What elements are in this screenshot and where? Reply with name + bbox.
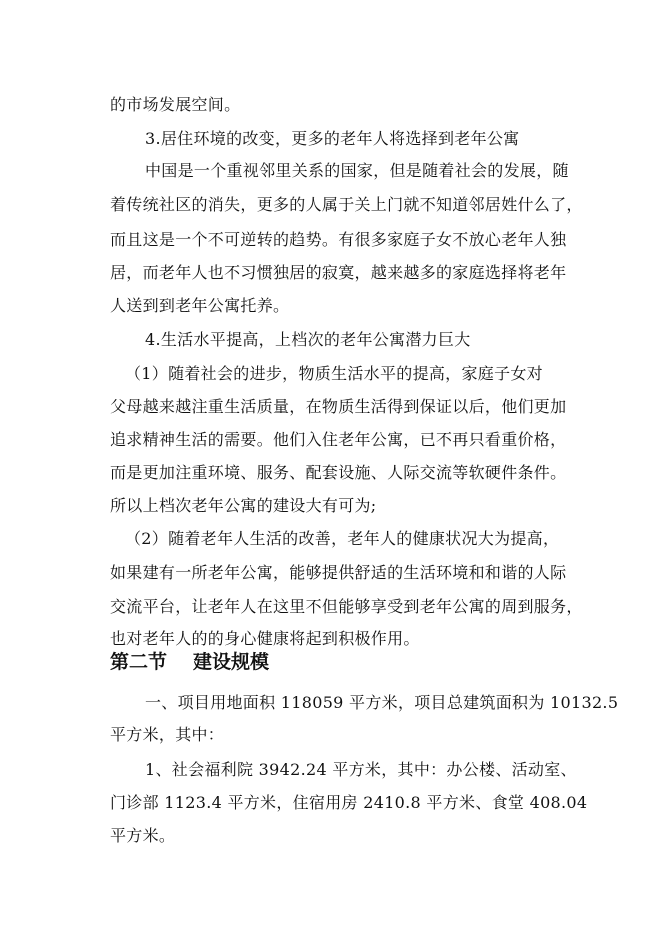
- text-line: 所以上档次老年公寓的建设大有可为;: [110, 496, 377, 515]
- text-line: （2）随着老年人生活的改善，老年人的健康状况大为提高，: [125, 529, 560, 548]
- subheading-4: 4.生活水平提高，上档次的老年公寓潜力巨大: [145, 330, 471, 349]
- text-line: （1）随着社会的进步，物质生活水平的提高，家庭子女对: [125, 364, 543, 383]
- text-line: 居，而老年人也不习惯独居的寂寞，越来越多的家庭选择将老年: [110, 263, 567, 282]
- text-line: 1、社会福利院 3942.24 平方米，其中：办公楼、活动室、: [145, 760, 577, 779]
- text-line: 平方米。: [110, 826, 176, 845]
- text-line: 着传统社区的消失，更多的人属于关上门就不知道邻居姓什么了，: [110, 195, 583, 214]
- text-line: 平方米，其中：: [110, 725, 225, 744]
- text-line: 追求精神生活的需要。他们入住老年公寓，已不再只看重价格，: [110, 430, 567, 449]
- text-line: 一、项目用地面积 118059 平方米，项目总建筑面积为 10132.5: [145, 693, 619, 712]
- section-title: 建设规模: [193, 651, 270, 673]
- text-line: 也对老年人的的身心健康将起到积极作用。: [110, 629, 420, 648]
- section-heading: [110, 650, 269, 674]
- text-line: 如果建有一所老年公寓，能够提供舒适的生活环境和和谐的人际: [110, 563, 567, 582]
- text-line: 门诊部 1123.4 平方米，住宿用房 2410.8 平方米、食堂 408.04: [110, 793, 588, 812]
- section-number: 第二节: [110, 651, 168, 673]
- text-line: 而是更加注重环境、服务、配套设施、人际交流等软硬件条件。: [110, 463, 567, 482]
- subheading-3: 3.居住环境的改变，更多的老年人将选择到老年公寓: [145, 129, 520, 148]
- text-line: 的市场发展空间。: [110, 95, 241, 114]
- text-line: 中国是一个重视邻里关系的国家，但是随着社会的发展，随: [145, 161, 569, 180]
- text-line: 交流平台，让老年人在这里不但能够享受到老年公寓的周到服务，: [110, 597, 583, 616]
- text-line: 而且这是一个不可逆转的趋势。有很多家庭子女不放心老年人独: [110, 230, 567, 249]
- text-line: 人送到到老年公寓托养。: [110, 296, 290, 315]
- text-line: 父母越来越注重生活质量，在物质生活得到保证以后，他们更加: [110, 397, 567, 416]
